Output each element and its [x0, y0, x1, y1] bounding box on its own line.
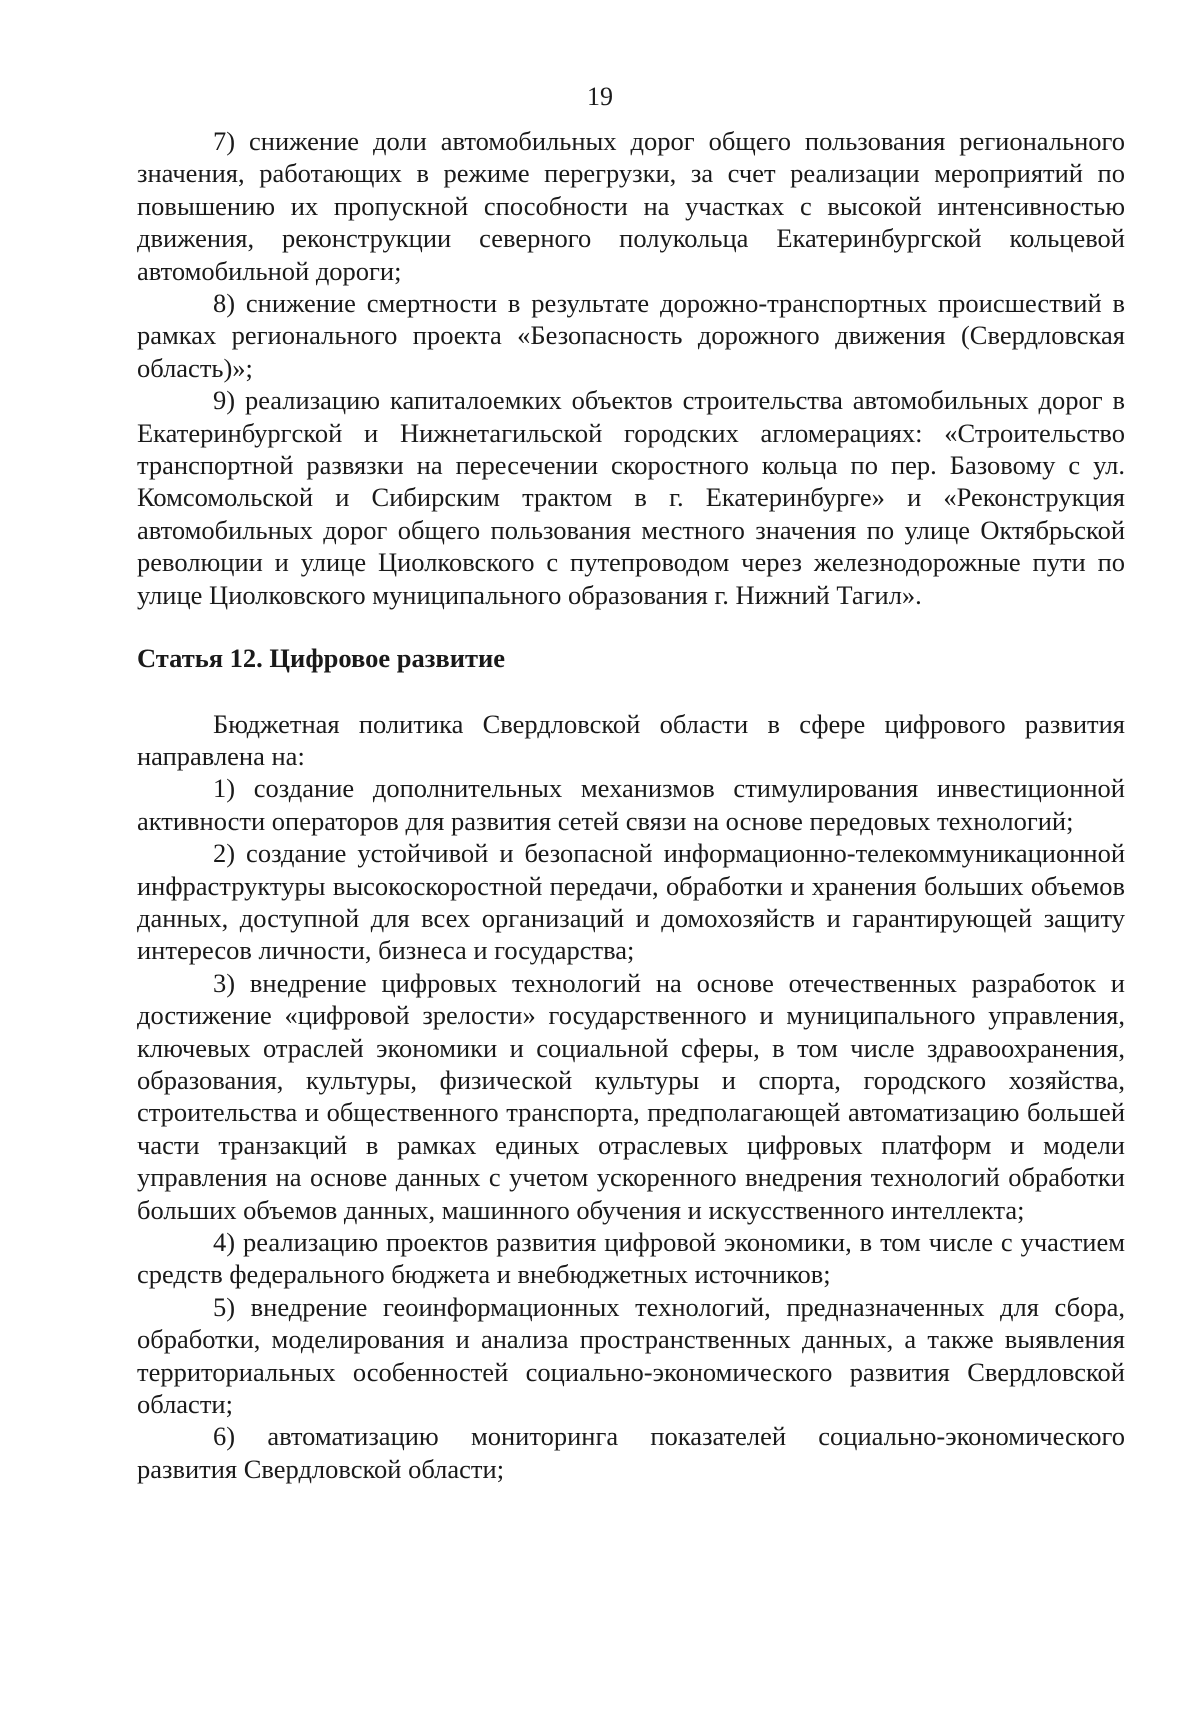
list-item-3: 3) внедрение цифровых технологий на основе отечественных разработок и достижение «цифровой зрелости» государственного и муниципального управления, ключевых отраслей экономики и социальной сферы, в том числе здравоохранения, образования, культуры, физической культуры и спорта, городского хозяйства, строительства и общественного транспорта, предполагающей автоматизацию большей части транзакций в рамках единых отраслевых цифровых платформ и модели управления на основе данных с учетом ускоренного внедрения технологий обработки больших объемов данных, машинного обучения и искусственного интеллекта;	[137, 967, 1125, 1225]
list-item-9: 9) реализацию капиталоемких объектов строительства автомобильных дорог в Екатеринбургской и Нижнетагильской городских агломерациях: «Строительство транспортной развязки на пересечении скоростного кольца по пер. Базовому с ул. Комсомольской и Сибирским трактом в г. Екатеринбурге» и «Реконструкция автомобильных дорог общего пользования местного значения по улице Октябрьской революции и улице Циолковского с путепроводом через железнодорожные пути по улице Циолковского муниципального образования г. Нижний Тагил».	[137, 385, 1125, 610]
list-item-6: 6) автоматизацию мониторинга показателей социально-экономического развития Свердловской области;	[137, 1421, 1125, 1484]
list-item-2: 2) создание устойчивой и безопасной информационно-телекоммуникационной инфраструктуры высокоскоростной передачи, обработки и хранения больших объемов данных, доступной для всех организаций и домохозяйств и гарантирующей защиту интересов личности, бизнеса и государства;	[137, 838, 1125, 966]
list-item-5: 5) внедрение геоинформационных технологий, предназначенных для сбора, обработки, моделирования и анализа пространственных данных, а также выявления территориальных особенностей социально-экономического развития Свердловской области;	[137, 1291, 1125, 1420]
list-item-7: 7) снижение доли автомобильных дорог общего пользования регионального значения, работающих в режиме перегрузки, за счет реализации мероприятий по повышению их пропускной способности на участках с высокой интенсивностью движения, реконструкции северного полукольца Екатеринбургской кольцевой автомобильной дороги;	[137, 126, 1125, 286]
list-item-1: 1) создание дополнительных механизмов стимулирования инвестиционной активности операторов для развития сетей связи на основе передовых технологий;	[137, 773, 1125, 836]
page-number: 19	[587, 82, 613, 111]
document-body	[137, 125, 1125, 1485]
article-heading: Статья 12. Цифровое развитие	[137, 643, 506, 674]
list-item-4: 4) реализацию проектов развития цифровой экономики, в том числе с участием средств федерального бюджета и внебюджетных источников;	[137, 1227, 1125, 1290]
article-intro: Бюджетная политика Свердловской области в сфере цифрового развития направлена на:	[137, 708, 1125, 771]
list-item-8: 8) снижение смертности в результате дорожно-транспортных происшествий в рамках регионального проекта «Безопасность дорожного движения (Свердловская область)»;	[137, 288, 1125, 383]
